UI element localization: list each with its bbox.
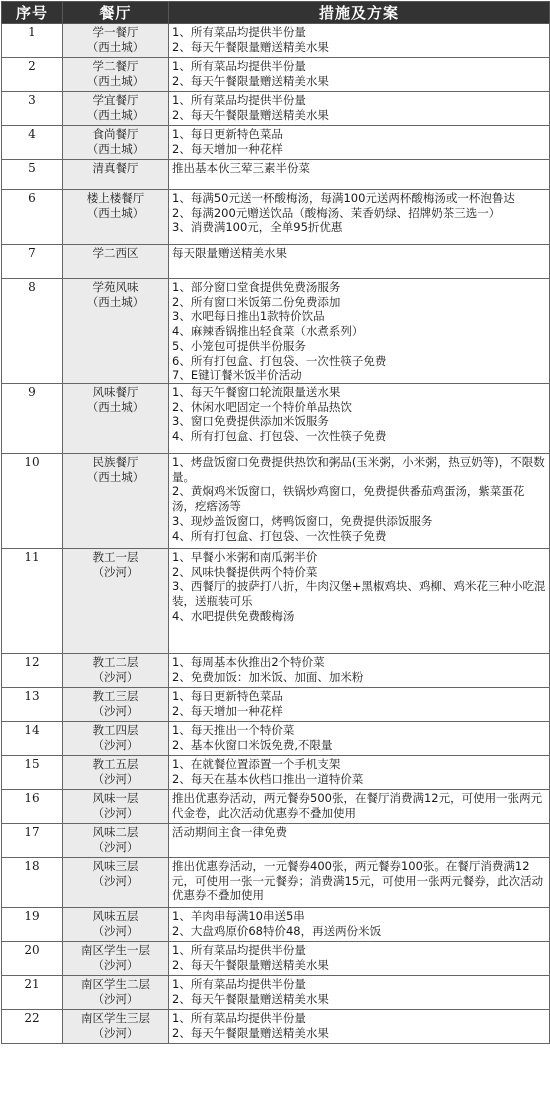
table-row: [2, 1010, 550, 1044]
restaurant-campus: （沙河）: [92, 1025, 139, 1040]
measure-item: 1、每日更新特色菜品: [172, 127, 283, 141]
measure-item: 2、风味快餐提供两个特价菜: [172, 564, 318, 579]
measures-cell: [169, 688, 550, 722]
measure-item: 1、所有菜品均提供半份量: [172, 943, 306, 957]
table-header-row: [2, 2, 550, 24]
measures-cell: [169, 454, 550, 549]
restaurant-name: 学二餐厅: [92, 59, 139, 73]
header-restaurant: 餐厅: [63, 2, 169, 24]
measure-item: 3、消费满100元，全单95折优惠: [172, 220, 343, 235]
measure-item: 推出优惠券活动，一元餐券400张，两元餐券100张。在餐厅消费满12元，可使用一张一元餐券；消费满15元，可使用一张两元餐券，此次活动优惠券不叠加使用: [172, 859, 544, 903]
table-row: [2, 160, 550, 190]
measures-cell: [169, 722, 550, 756]
table-row: [2, 976, 550, 1010]
row-index: 3: [2, 92, 63, 126]
row-index: 5: [2, 160, 63, 190]
restaurant-cell: [63, 824, 169, 858]
measure-item: 活动期间主食一律免费: [172, 825, 287, 839]
measure-item: 1、所有菜品均提供半份量: [172, 977, 306, 991]
measure-item: 4、所有打包盒、打包袋、一次性筷子免费: [172, 528, 387, 543]
row-index: 1: [2, 24, 63, 58]
measure-item: 1、所有菜品均提供半份量: [172, 25, 306, 39]
table-body: [2, 24, 550, 1044]
restaurant-name: 食尚餐厅: [92, 127, 139, 141]
row-index: 12: [2, 654, 63, 688]
row-index: 4: [2, 126, 63, 160]
restaurant-campus: （沙河）: [92, 737, 139, 752]
measures-cell: [169, 24, 550, 58]
measures-cell: [169, 58, 550, 92]
measure-item: 2、所有窗口米饭第二份免费添加: [172, 294, 341, 309]
restaurant-campus: （沙河）: [92, 839, 139, 854]
table-row: [2, 858, 550, 908]
measures-cell: [169, 976, 550, 1010]
restaurant-campus: （沙河）: [92, 805, 139, 820]
measure-item: 1、早餐小米粥和南瓜粥半价: [172, 550, 318, 564]
measure-item: 1、每天午餐窗口轮流限量送水果: [172, 385, 341, 399]
table-row: [2, 126, 550, 160]
restaurant-campus: （沙河）: [92, 873, 139, 888]
restaurant-cell: [63, 384, 169, 454]
table-row: [2, 190, 550, 245]
table-row: [2, 908, 550, 942]
restaurant-cell: [63, 549, 169, 654]
table-row: [2, 384, 550, 454]
table-row: [2, 688, 550, 722]
restaurant-campus: （西土城）: [86, 294, 145, 309]
restaurant-name: 学二西区: [92, 246, 139, 260]
measure-item: 1、部分窗口堂食提供免费汤服务: [172, 280, 341, 294]
table-row: [2, 824, 550, 858]
restaurant-campus: （沙河）: [92, 957, 139, 972]
restaurant-name: 风味三层: [92, 859, 139, 873]
measure-item: 2、休闲水吧固定一个特价单品热饮: [172, 399, 352, 414]
restaurant-name: 教工二层: [92, 655, 139, 669]
measure-item: 2、每天午餐限量赠送精美水果: [172, 39, 329, 54]
restaurant-cell: [63, 160, 169, 190]
restaurant-name: 风味五层: [92, 909, 139, 923]
restaurant-cell: [63, 654, 169, 688]
measure-item: 推出优惠券活动，两元餐券500张，在餐厅消费满12元，可使用一张两元代金卷，此次活动优惠券不叠加使用: [172, 791, 543, 820]
restaurant-cell: [63, 190, 169, 245]
restaurant-campus: （西土城）: [86, 399, 145, 414]
measure-item: 2、每天午餐限量赠送精美水果: [172, 107, 329, 122]
measure-item: 2、黄焖鸡米饭窗口，铁锅炒鸡窗口，免费提供番茄鸡蛋汤，紫菜蛋花汤，疙瘩汤等: [172, 484, 525, 514]
measure-item: 5、小笼包可提供半份服务: [172, 338, 306, 353]
measures-cell: [169, 1010, 550, 1044]
measure-item: 3、西餐厅的披萨打八折，牛肉汉堡+黑椒鸡块、鸡柳、鸡米花三种小吃混装，送瓶装可乐: [172, 579, 546, 609]
measures-cell: [169, 654, 550, 688]
restaurant-name: 学宜餐厅: [92, 93, 139, 107]
measures-cell: [169, 384, 550, 454]
restaurant-name: 民族餐厅: [92, 455, 139, 469]
measure-item: 2、每天增加一种花样: [172, 703, 283, 718]
table-row: [2, 24, 550, 58]
measure-item: 2、每天午餐限量赠送精美水果: [172, 991, 329, 1006]
header-index: 序号: [2, 2, 63, 24]
row-index: 17: [2, 824, 63, 858]
restaurant-campus: （西土城）: [86, 39, 145, 54]
restaurant-campus: （西土城）: [86, 205, 145, 220]
row-index: 9: [2, 384, 63, 454]
restaurant-name: 楼上楼餐厅: [86, 191, 145, 205]
row-index: 18: [2, 858, 63, 908]
measure-item: 2、免费加饭：加米饭、加面、加米粉: [172, 669, 364, 684]
restaurant-cell: [63, 722, 169, 756]
measure-item: 2、大盘鸡原价68特价48，再送两份米饭: [172, 923, 382, 938]
measure-item: 7、E键订餐米饭半价活动: [172, 368, 302, 383]
restaurant-name: 学苑风味: [92, 280, 139, 294]
measure-item: 4、麻辣香锅推出轻食菜（水煮系列）: [172, 324, 364, 339]
table-row: [2, 454, 550, 549]
restaurant-campus: （沙河）: [92, 991, 139, 1006]
restaurant-name: 风味二层: [92, 825, 139, 839]
restaurant-cell: [63, 58, 169, 92]
measure-item: 2、每天在基本伙档口推出一道特价菜: [172, 771, 364, 786]
measures-cell: [169, 824, 550, 858]
measure-item: 1、每天推出一个特价菜: [172, 723, 295, 737]
measure-item: 每天限量赠送精美水果: [172, 246, 287, 260]
restaurant-name: 教工四层: [92, 723, 139, 737]
measures-cell: [169, 126, 550, 160]
row-index: 22: [2, 1010, 63, 1044]
table-row: [2, 92, 550, 126]
restaurant-cell: [63, 24, 169, 58]
restaurant-cell: [63, 756, 169, 790]
row-index: 16: [2, 790, 63, 824]
restaurant-name: 学一餐厅: [92, 25, 139, 39]
restaurant-campus: （西土城）: [86, 469, 145, 484]
restaurant-campus: （西土城）: [86, 141, 145, 156]
measure-item: 1、所有菜品均提供半份量: [172, 59, 306, 73]
table-row: [2, 245, 550, 279]
measure-item: 2、每天午餐限量赠送精美水果: [172, 73, 329, 88]
restaurant-name: 清真餐厅: [92, 161, 139, 175]
restaurant-cell: [63, 279, 169, 384]
measure-item: 2、每满200元赠送饮品（酸梅汤、茉香奶绿、招牌奶茶三选一）: [172, 205, 501, 220]
measure-item: 1、所有菜品均提供半份量: [172, 93, 306, 107]
row-index: 13: [2, 688, 63, 722]
measures-cell: [169, 908, 550, 942]
measures-cell: [169, 790, 550, 824]
row-index: 7: [2, 245, 63, 279]
restaurant-campus: （沙河）: [92, 923, 139, 938]
row-index: 2: [2, 58, 63, 92]
restaurant-campus: （沙河）: [92, 703, 139, 718]
restaurant-cell: [63, 976, 169, 1010]
table-row: [2, 790, 550, 824]
measure-item: 1、烤盘饭窗口免费提供热饮和粥品(玉米粥，小米粥，热豆奶等)，不限数量。: [172, 455, 545, 484]
restaurant-name: 教工五层: [92, 757, 139, 771]
row-index: 19: [2, 908, 63, 942]
measures-cell: [169, 279, 550, 384]
restaurant-cell: [63, 790, 169, 824]
restaurant-cell: [63, 1010, 169, 1044]
restaurant-campus: （沙河）: [92, 669, 139, 684]
restaurant-cell: [63, 454, 169, 549]
restaurant-cell: [63, 858, 169, 908]
measure-item: 4、所有打包盒、打包袋、一次性筷子免费: [172, 429, 387, 444]
row-index: 14: [2, 722, 63, 756]
table-row: [2, 722, 550, 756]
table-row: [2, 58, 550, 92]
measure-item: 1、每周基本伙推出2个特价菜: [172, 655, 325, 669]
restaurant-campus: （沙河）: [92, 564, 139, 579]
canteen-measures-table: [1, 1, 550, 1044]
measures-cell: [169, 858, 550, 908]
measure-item: 4、水吧提供免费酸梅汤: [172, 608, 295, 623]
measure-item: 2、基本伙窗口米饭免费,不限量: [172, 737, 333, 752]
restaurant-name: 风味一层: [92, 791, 139, 805]
table-row: [2, 654, 550, 688]
measure-item: 2、每天增加一种花样: [172, 141, 283, 156]
restaurant-name: 南区学生二层: [81, 977, 150, 991]
measures-cell: [169, 942, 550, 976]
measure-item: 3、水吧每日推出1款特价饮品: [172, 309, 325, 324]
measure-item: 1、每满50元送一杯酸梅汤，每满100元送两杯酸梅汤或一杯泡鲁达: [172, 191, 515, 205]
row-index: 8: [2, 279, 63, 384]
row-index: 11: [2, 549, 63, 654]
restaurant-cell: [63, 92, 169, 126]
row-index: 20: [2, 942, 63, 976]
measure-item: 3、窗口免费提供添加米饭服务: [172, 414, 329, 429]
row-index: 6: [2, 190, 63, 245]
restaurant-cell: [63, 126, 169, 160]
restaurant-cell: [63, 688, 169, 722]
restaurant-campus: （沙河）: [92, 771, 139, 786]
restaurant-campus: （西土城）: [86, 107, 145, 122]
restaurant-name: 教工三层: [92, 689, 139, 703]
measures-cell: [169, 160, 550, 190]
measures-cell: [169, 190, 550, 245]
measure-item: 1、羊肉串每满10串送5串: [172, 909, 305, 923]
measure-item: 1、在就餐位置添置一个手机支架: [172, 757, 341, 771]
table-row: [2, 756, 550, 790]
table-row: [2, 279, 550, 384]
restaurant-name: 风味餐厅: [92, 385, 139, 399]
restaurant-cell: [63, 908, 169, 942]
row-index: 10: [2, 454, 63, 549]
restaurant-campus: （西土城）: [86, 73, 145, 88]
row-index: 15: [2, 756, 63, 790]
measure-item: 1、每日更新特色菜品: [172, 689, 283, 703]
restaurant-name: 南区学生三层: [81, 1011, 150, 1025]
restaurant-name: 南区学生一层: [81, 943, 150, 957]
measures-cell: [169, 92, 550, 126]
measure-item: 3、现炒盖饭窗口，烤鸭饭窗口，免费提供添饭服务: [172, 513, 433, 528]
header-measures: 措施及方案: [169, 2, 550, 24]
restaurant-cell: [63, 942, 169, 976]
measures-cell: [169, 245, 550, 279]
measures-cell: [169, 756, 550, 790]
measure-item: 2、每天午餐限量赠送精美水果: [172, 1025, 329, 1040]
measure-item: 1、所有菜品均提供半份量: [172, 1011, 306, 1025]
row-index: 21: [2, 976, 63, 1010]
restaurant-name: 教工一层: [92, 550, 139, 564]
measure-item: 6、所有打包盒、打包袋、一次性筷子免费: [172, 353, 387, 368]
restaurant-cell: [63, 245, 169, 279]
table-row: [2, 942, 550, 976]
measure-item: 2、每天午餐限量赠送精美水果: [172, 957, 329, 972]
measures-cell: [169, 549, 550, 654]
measure-item: 推出基本伙三荤三素半份菜: [172, 161, 310, 175]
table-row: [2, 549, 550, 654]
